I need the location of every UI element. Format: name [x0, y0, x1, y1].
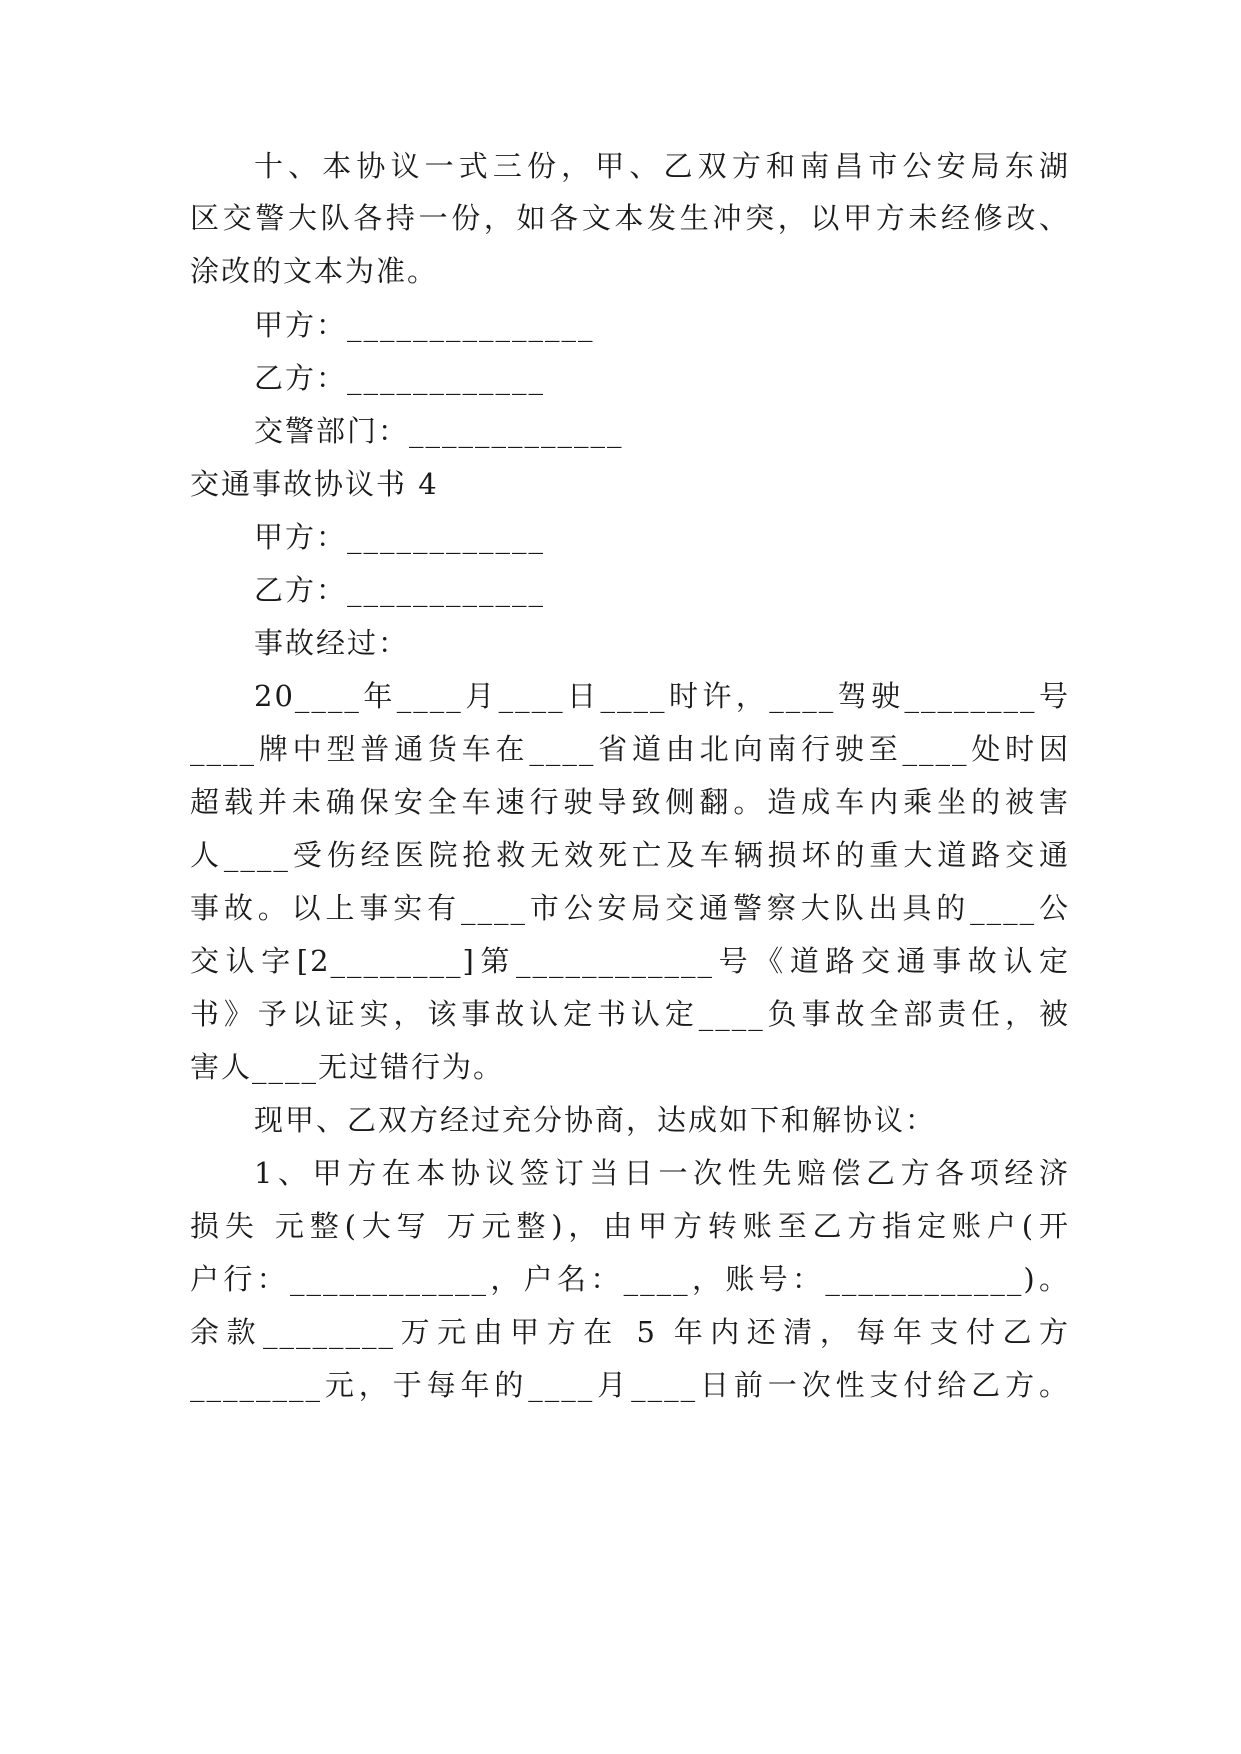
paragraph-ten-line-1: 十、本协议一式三份，甲、乙双方和南昌市公安局东湖: [254, 149, 1070, 183]
clause-1-line-1: 1、甲方在本协议签订当日一次性先赔偿乙方各项经济: [254, 1156, 1070, 1190]
accident-line-6: 交认字[2________]第____________号《道路交通事故认定: [190, 944, 1070, 978]
accident-line-5: 事故。以上事实有____市公安局交通警察大队出具的____公: [190, 891, 1070, 925]
traffic-police-signature: 交警部门：_____________: [254, 414, 624, 448]
paragraph-ten-line-2: 区交警大队各持一份，如各文本发生冲突，以甲方未经修改、: [190, 201, 1070, 235]
paragraph-ten-line-3: 涂改的文本为准。: [190, 254, 439, 288]
accident-line-3: 超载并未确保安全车速行驶导致侧翻。造成车内乘坐的被害: [190, 785, 1070, 819]
accident-line-4: 人____受伤经医院抢救无效死亡及车辆损坏的重大道路交通: [190, 838, 1070, 872]
accident-heading: 事故经过：: [254, 626, 410, 660]
agreement-intro: 现甲、乙双方经过充分协商，达成如下和解协议：: [254, 1103, 937, 1137]
accident-line-8: 害人____无过错行为。: [190, 1050, 505, 1084]
clause-1-line-5: ________元，于每年的____月____日前一次性支付给乙方。: [190, 1368, 1070, 1402]
party-a-field: 甲方：____________: [254, 520, 546, 554]
clause-1-line-2: 损失 元整(大写 万元整)，由甲方转账至乙方指定账户(开: [190, 1209, 1070, 1243]
party-b-signature: 乙方：____________: [254, 361, 546, 395]
clause-1-line-3: 户行：____________，户名：____，账号：____________)。: [190, 1262, 1070, 1296]
accident-line-2: ____牌中型普通货车在____省道由北向南行驶至____处时因: [190, 732, 1070, 766]
clause-1-line-4: 余款________万元由甲方在 5 年内还清，每年支付乙方: [190, 1315, 1070, 1349]
party-a-signature: 甲方：_______________: [254, 308, 595, 342]
section-title: 交通事故协议书 4: [190, 467, 439, 501]
accident-line-1: 20____年____月____日____时许，____驾驶________号: [254, 679, 1070, 713]
accident-line-7: 书》予以证实，该事故认定书认定____负事故全部责任，被: [190, 997, 1070, 1031]
party-b-field: 乙方：____________: [254, 573, 546, 607]
